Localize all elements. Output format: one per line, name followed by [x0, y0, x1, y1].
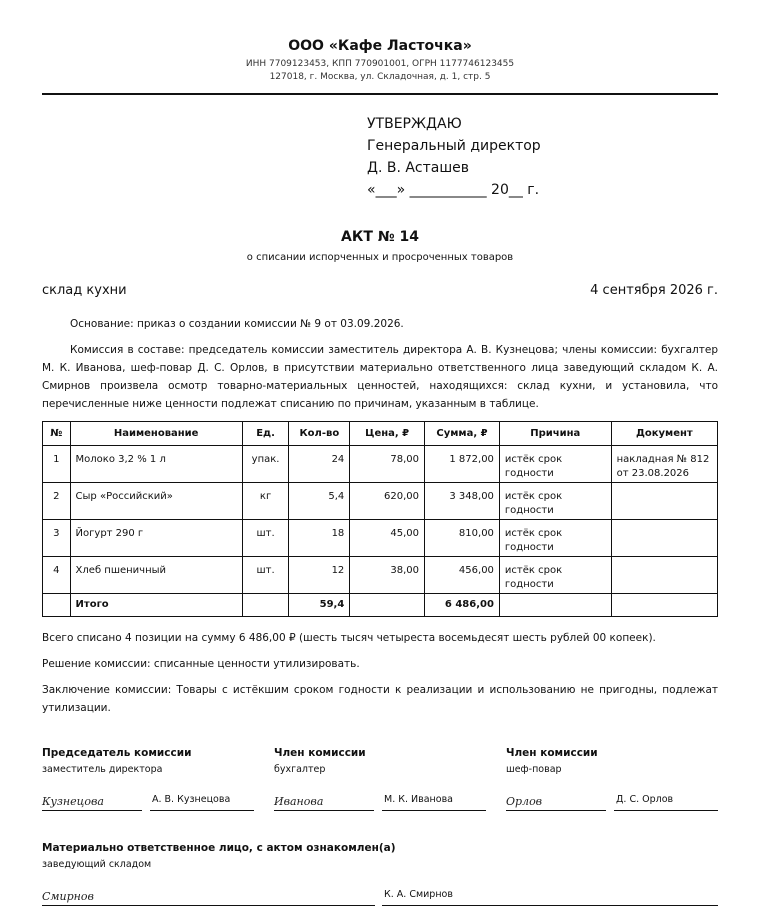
signature-title: Материально ответственное лицо, с актом ознакомлен(а)	[42, 842, 396, 854]
column-header: Наименование	[70, 422, 242, 446]
item-reason: истёк срок годности	[499, 483, 611, 520]
item-unit: упак.	[242, 446, 289, 483]
decision-paragraph: Решение комиссии: списанные ценности утилизировать.	[42, 658, 360, 670]
organization-name: ООО «Кафе Ласточка»	[288, 38, 472, 54]
signature-chair	[42, 747, 252, 775]
row-number: 1	[43, 446, 71, 483]
row-number: 4	[43, 557, 71, 594]
item-price: 620,00	[350, 483, 425, 520]
item-document	[611, 520, 717, 557]
approval-word: УТВЕРЖДАЮ	[367, 116, 462, 132]
total-empty-cell	[611, 594, 717, 617]
act-title: АКТ № 14	[341, 229, 419, 245]
table-header-row	[43, 422, 718, 446]
item-reason: истёк срок годности	[499, 520, 611, 557]
item-sum: 810,00	[425, 520, 500, 557]
total-label: Итого	[70, 594, 242, 617]
column-header: Документ	[611, 422, 717, 446]
item-qty: 5,4	[289, 483, 350, 520]
approval-position: Генеральный директор	[367, 138, 541, 154]
handwritten-signature: Смирнов	[42, 890, 94, 903]
act-place: склад кухни	[42, 283, 127, 298]
signature-responsible	[42, 842, 542, 870]
signature-title: Член комиссии	[274, 747, 366, 759]
signature-position: заместитель директора	[42, 764, 163, 775]
signature-name: К. А. Смирнов	[384, 889, 453, 900]
item-price: 78,00	[350, 446, 425, 483]
write-off-table	[42, 421, 718, 617]
item-name: Йогурт 290 г	[70, 520, 242, 557]
total-empty-cell	[350, 594, 425, 617]
summary-paragraph: Всего списано 4 позиции на сумму 6 486,00 ₽ (шесть тысяч четыреста восемьдесят шесть рублей 00 копеек).	[42, 632, 656, 644]
item-qty: 24	[289, 446, 350, 483]
table-row	[43, 446, 718, 483]
table-total-row	[43, 594, 718, 617]
approval-block	[367, 113, 541, 201]
total-empty-cell	[43, 594, 71, 617]
item-document: накладная № 812 от 23.08.2026	[611, 446, 717, 483]
handwritten-signature: Иванова	[274, 795, 324, 808]
handwritten-signature: Кузнецова	[42, 795, 104, 808]
table-row	[43, 520, 718, 557]
item-price: 38,00	[350, 557, 425, 594]
item-name: Хлеб пшеничный	[70, 557, 242, 594]
item-name: Молоко 3,2 % 1 л	[70, 446, 242, 483]
act-subtitle: о списании испорченных и просроченных товаров	[246, 252, 514, 263]
conclusion-paragraph: Заключение комиссии: Товары с истёкшим сроком годности к реализации и использованию не пригодны, подлежат утилизации.	[42, 684, 718, 714]
total-sum: 6 486,00	[425, 594, 500, 617]
item-sum: 456,00	[425, 557, 500, 594]
signature-name: Д. С. Орлов	[616, 794, 674, 805]
item-unit: кг	[242, 483, 289, 520]
item-unit: шт.	[242, 520, 289, 557]
column-header: Причина	[499, 422, 611, 446]
item-price: 45,00	[350, 520, 425, 557]
signature-title: Председатель комиссии	[42, 747, 192, 759]
signature-title: Член комиссии	[506, 747, 598, 759]
item-unit: шт.	[242, 557, 289, 594]
item-sum: 3 348,00	[425, 483, 500, 520]
item-qty: 18	[289, 520, 350, 557]
column-header: Цена, ₽	[350, 422, 425, 446]
header-divider	[42, 93, 718, 95]
row-number: 2	[43, 483, 71, 520]
act-date: 4 сентября 2026 г.	[590, 283, 718, 298]
column-header: Кол-во	[289, 422, 350, 446]
item-sum: 1 872,00	[425, 446, 500, 483]
approval-date-line: «___» ___________ 20__ г.	[367, 182, 540, 198]
column-header: Ед.	[242, 422, 289, 446]
basis-paragraph: Основание: приказ о создании комиссии № 9 от 03.09.2026.	[70, 318, 404, 330]
total-empty-cell	[499, 594, 611, 617]
total-qty: 59,4	[289, 594, 350, 617]
signature-member-accountant	[274, 747, 484, 775]
item-document	[611, 557, 717, 594]
signature-name: А. В. Кузнецова	[152, 794, 231, 805]
item-reason: истёк срок годности	[499, 557, 611, 594]
signature-position: шеф-повар	[506, 764, 562, 775]
commission-paragraph: Комиссия в составе: председатель комиссии заместитель директора А. В. Кузнецова; члены комиссии: бухгалтер М. К. Иванова, шеф-повар Д. С. Орлов, в присутствии материально ответственного лица заведующий складом К. А. Смирнов произвела осмотр товарно-материальных ценностей, находящихся: склад кухни, и установила, что перечисленные ниже ценности подлежат списанию по причинам, указанным в таблице.	[42, 344, 718, 410]
signature-name: М. К. Иванова	[384, 794, 453, 805]
column-header: Сумма, ₽	[425, 422, 500, 446]
approval-name: Д. В. Асташев	[367, 160, 470, 176]
item-document	[611, 483, 717, 520]
table-row	[43, 483, 718, 520]
organization-address: 127018, г. Москва, ул. Складочная, д. 1, стр. 5	[269, 72, 491, 82]
table-row	[43, 557, 718, 594]
signature-position: заведующий складом	[42, 859, 152, 870]
item-reason: истёк срок годности	[499, 446, 611, 483]
signature-member-chef	[506, 747, 716, 775]
item-name: Сыр «Российский»	[70, 483, 242, 520]
organization-requisites: ИНН 7709123453, КПП 770901001, ОГРН 1177746123455	[245, 59, 515, 69]
total-empty-cell	[242, 594, 289, 617]
column-header: №	[43, 422, 71, 446]
item-qty: 12	[289, 557, 350, 594]
row-number: 3	[43, 520, 71, 557]
handwritten-signature: Орлов	[506, 795, 543, 808]
signature-position: бухгалтер	[274, 764, 326, 775]
